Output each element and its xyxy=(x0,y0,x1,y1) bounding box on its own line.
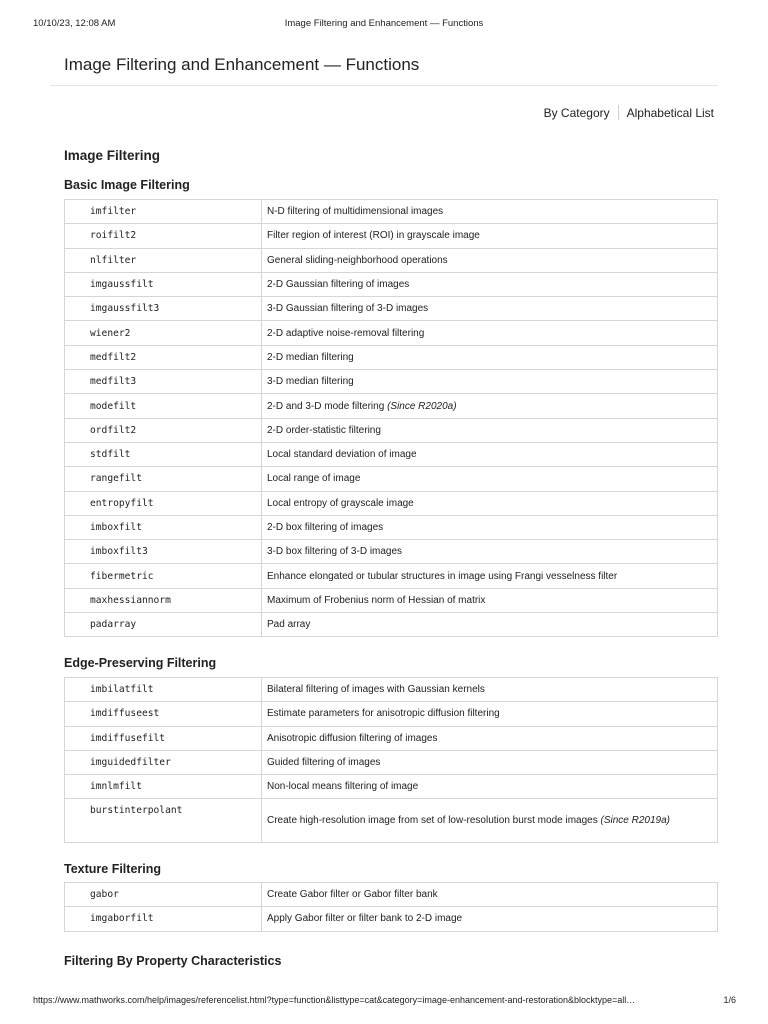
table-row xyxy=(65,370,718,394)
table-row xyxy=(65,702,718,726)
subcategory-heading-basic[interactable]: Basic Image Filtering xyxy=(64,178,190,192)
description-text: 2-D median filtering xyxy=(267,351,354,363)
view-switcher-divider xyxy=(618,105,619,120)
function-name-link[interactable]: imgaborfilt xyxy=(65,907,262,931)
page-title: Image Filtering and Enhancement — Functions xyxy=(64,55,420,74)
table-row xyxy=(65,799,718,843)
function-name-link[interactable]: entropyfilt xyxy=(65,491,262,515)
table-row xyxy=(65,564,718,588)
print-document-title: Image Filtering and Enhancement — Functions xyxy=(284,18,484,29)
since-release-note: (Since R2019a) xyxy=(600,815,670,827)
table-row xyxy=(65,515,718,539)
edge-preserving-table xyxy=(64,677,718,843)
function-name-link[interactable]: medfilt3 xyxy=(65,370,262,394)
description-text: 2-D order-statistic filtering xyxy=(267,424,381,436)
function-description xyxy=(262,564,718,588)
function-description xyxy=(262,515,718,539)
description-text: 3-D median filtering xyxy=(267,376,354,388)
table-row xyxy=(65,678,718,702)
function-description xyxy=(262,702,718,726)
table-row xyxy=(65,345,718,369)
title-divider xyxy=(50,85,718,86)
function-description xyxy=(262,588,718,612)
table-row xyxy=(65,726,718,750)
description-text: 2-D Gaussian filtering of images xyxy=(267,279,410,291)
function-name-link[interactable]: rangefilt xyxy=(65,467,262,491)
subcategory-heading-texture[interactable]: Texture Filtering xyxy=(64,862,162,876)
description-text: 2-D adaptive noise-removal filtering xyxy=(267,327,425,339)
table-row xyxy=(65,272,718,296)
function-description xyxy=(262,248,718,272)
description-text: Anisotropic diffusion filtering of images xyxy=(267,732,438,744)
function-name-link[interactable]: fibermetric xyxy=(65,564,262,588)
function-name-link[interactable]: maxhessiannorm xyxy=(65,588,262,612)
function-name-link[interactable]: medfilt2 xyxy=(65,345,262,369)
function-description xyxy=(262,883,718,907)
subcategory-heading-property[interactable]: Filtering By Property Characteristics xyxy=(64,954,282,968)
by-category-link[interactable]: By Category xyxy=(543,105,610,120)
function-name-link[interactable]: padarray xyxy=(65,613,262,637)
description-text: 3-D box filtering of 3-D images xyxy=(267,546,403,558)
function-name-link[interactable]: imfilter xyxy=(65,200,262,224)
description-text: 2-D box filtering of images xyxy=(267,522,384,533)
view-switcher xyxy=(544,105,714,120)
function-description xyxy=(262,345,718,369)
function-description xyxy=(262,442,718,466)
function-description xyxy=(262,272,718,296)
function-description xyxy=(262,775,718,799)
function-name-link[interactable]: nlfilter xyxy=(65,248,262,272)
function-name-link[interactable]: imgaussfilt3 xyxy=(65,297,262,321)
function-description xyxy=(262,726,718,750)
function-name-link[interactable]: imdiffusefilt xyxy=(65,726,262,750)
table-row xyxy=(65,775,718,799)
function-description xyxy=(262,907,718,931)
table-row xyxy=(65,394,718,418)
alphabetical-list-link[interactable]: Alphabetical List xyxy=(626,105,714,120)
function-description xyxy=(262,540,718,564)
table-row xyxy=(65,442,718,466)
function-name-link[interactable]: ordfilt2 xyxy=(65,418,262,442)
function-name-link[interactable]: imboxfilt xyxy=(65,515,262,539)
function-description xyxy=(262,394,718,418)
description-text: Non-local means filtering of image xyxy=(267,781,419,793)
table-row xyxy=(65,321,718,345)
table-row xyxy=(65,613,718,637)
page-number: 1/6 xyxy=(723,995,736,1005)
table-row xyxy=(65,200,718,224)
function-name-link[interactable]: gabor xyxy=(65,883,262,907)
table-row xyxy=(65,418,718,442)
function-name-link[interactable]: wiener2 xyxy=(65,321,262,345)
print-header xyxy=(0,18,768,32)
function-description xyxy=(262,467,718,491)
function-name-link[interactable]: imguidedfilter xyxy=(65,750,262,774)
function-name-link[interactable]: imboxfilt3 xyxy=(65,540,262,564)
table-row xyxy=(65,491,718,515)
function-name-link[interactable]: imdiffuseest xyxy=(65,702,262,726)
table-row xyxy=(65,907,718,931)
function-name-link[interactable]: imgaussfilt xyxy=(65,272,262,296)
description-text: Local range of image xyxy=(267,473,361,485)
function-name-link[interactable]: burstinterpolant xyxy=(65,799,262,843)
description-text: Create high-resolution image from set of low-resolution burst mode images xyxy=(267,815,598,827)
print-url: https://www.mathworks.com/help/images/referencelist.html?type=function&listtype=cat&category=image-enhancement-and-restoration&blocktype=all… xyxy=(33,995,636,1005)
function-description xyxy=(262,297,718,321)
table-row xyxy=(65,224,718,248)
table-row xyxy=(65,588,718,612)
function-description xyxy=(262,799,718,843)
description-text: Create Gabor filter or Gabor filter bank xyxy=(267,889,438,901)
description-text: Bilateral filtering of images with Gaussian kernels xyxy=(267,684,485,696)
table-row xyxy=(65,750,718,774)
texture-filtering-table xyxy=(64,882,718,932)
table-row xyxy=(65,467,718,491)
function-description xyxy=(262,200,718,224)
function-description xyxy=(262,418,718,442)
function-name-link[interactable]: roifilt2 xyxy=(65,224,262,248)
description-text: Pad array xyxy=(267,619,311,631)
description-text: Enhance elongated or tubular structures in image using Frangi vesselness filter xyxy=(267,570,618,582)
description-text: Estimate parameters for anisotropic diffusion filtering xyxy=(267,708,500,720)
since-release-note: (Since R2020a) xyxy=(387,400,457,412)
function-description xyxy=(262,613,718,637)
function-name-link[interactable]: stdfilt xyxy=(65,442,262,466)
description-text: General sliding-neighborhood operations xyxy=(267,254,448,266)
function-description xyxy=(262,750,718,774)
table-row xyxy=(65,297,718,321)
description-text: Local entropy of grayscale image xyxy=(267,497,414,509)
description-text: N-D filtering of multidimensional images xyxy=(267,206,444,218)
description-text: 3-D Gaussian filtering of 3-D images xyxy=(267,303,429,315)
description-text: Local standard deviation of image xyxy=(267,449,417,461)
function-name-link[interactable]: modefilt xyxy=(65,394,262,418)
function-name-link[interactable]: imbilatfilt xyxy=(65,678,262,702)
basic-filtering-table xyxy=(64,199,718,637)
subcategory-heading-edge[interactable]: Edge-Preserving Filtering xyxy=(64,656,217,670)
function-description xyxy=(262,321,718,345)
function-name-link[interactable]: imnlmfilt xyxy=(65,775,262,799)
description-text: Apply Gabor filter or filter bank to 2-D image xyxy=(267,913,463,925)
table-row xyxy=(65,883,718,907)
function-description xyxy=(262,224,718,248)
function-description xyxy=(262,370,718,394)
function-description xyxy=(262,678,718,702)
description-text: 2-D and 3-D mode filtering xyxy=(267,400,385,412)
print-footer xyxy=(0,995,768,1009)
print-date: 10/10/23, 12:08 AM xyxy=(33,18,116,29)
description-text: Filter region of interest (ROI) in grayscale image xyxy=(267,230,480,242)
table-row xyxy=(65,540,718,564)
description-text: Guided filtering of images xyxy=(267,757,381,769)
category-heading[interactable]: Image Filtering xyxy=(64,148,161,163)
description-text: Maximum of Frobenius norm of Hessian of matrix xyxy=(267,594,486,606)
function-description xyxy=(262,491,718,515)
table-row xyxy=(65,248,718,272)
